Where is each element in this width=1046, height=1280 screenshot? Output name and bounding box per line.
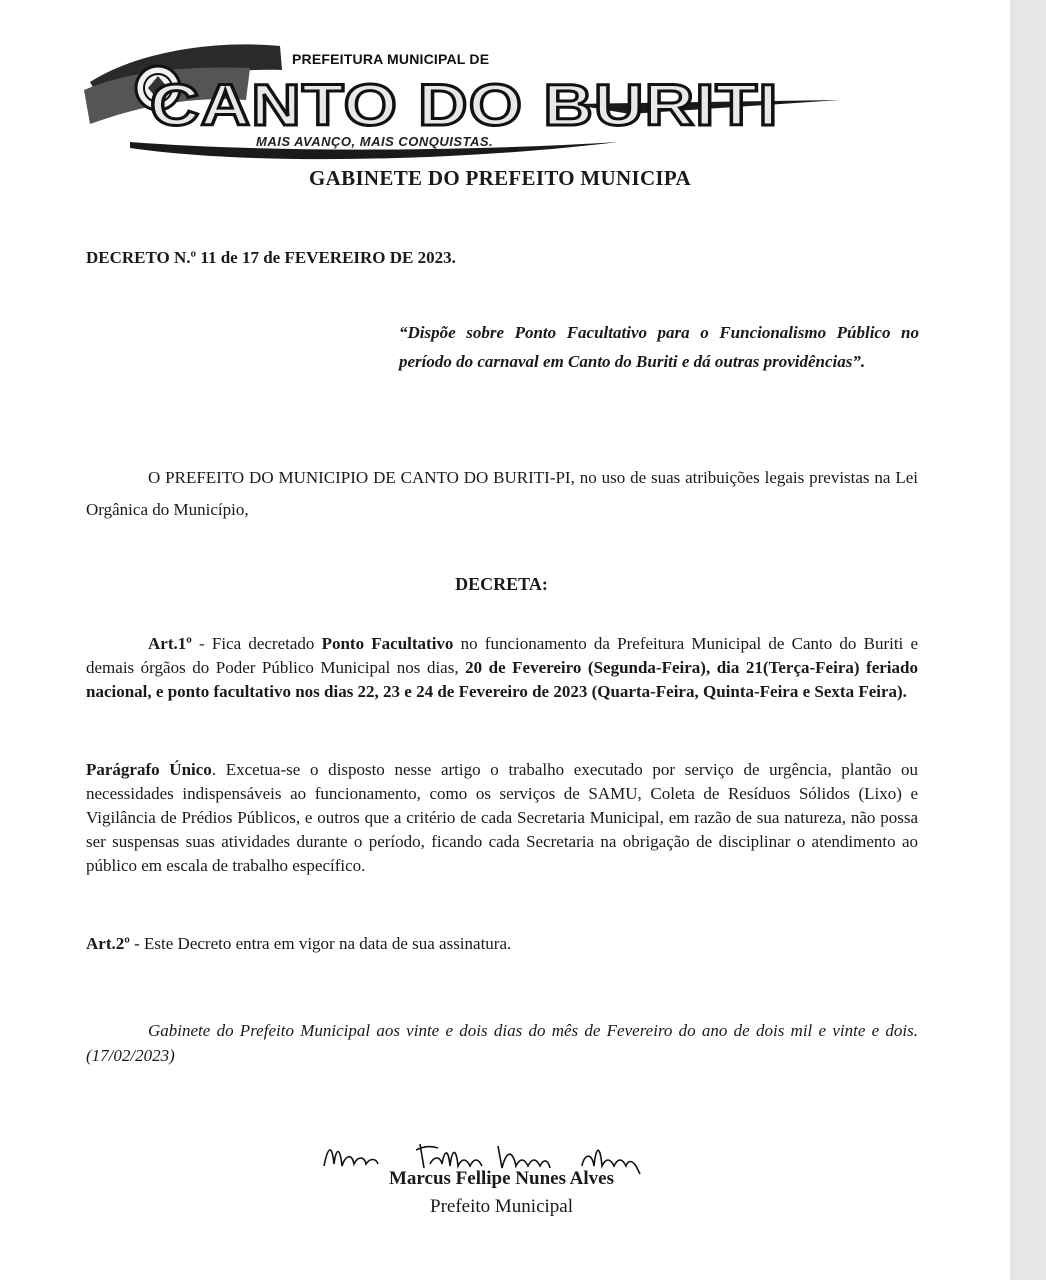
letterhead [70,30,850,170]
letterhead-prefix: PREFEITURA MUNICIPAL DE [292,51,490,67]
article-1 [86,632,918,704]
decree-summary: “Dispõe sobre Ponto Facultativo para o Funcionalismo Público no período do carnaval em Canto do Buriti e dá outras providências”. [399,323,919,371]
article-1-bold-b: 20 de Fevereiro (Segunda-Feira), dia 21(Terça-Feira) feriado nacional, e ponto facultativo nos dias 22, 23 e 24 de Fevereiro de 2023 (Quarta-Feira, Quinta-Feira e Sexta Feira). [86,658,918,701]
preamble: O PREFEITO DO MUNICIPIO DE CANTO DO BURITI-PI, no uso de suas atribuições legais previstas na Lei Orgânica do Município, [86,468,918,519]
article-1-bold-a: Ponto Facultativo [321,634,454,653]
article-1-text-a: - Fica decretado [191,634,322,653]
article-2 [86,932,918,956]
office-title: GABINETE DO PREFEITO MUNICIPA [309,166,691,190]
article-1-text-b: no funcionamento da Prefeitura Municipal de Canto do Buriti e demais órgãos do Poder Público Municipal nos dias, [86,634,919,677]
article-2-label: Art.2º [86,934,130,953]
page-edge [1010,0,1046,1280]
signer-name: Marcus Fellipe Nunes Alves [388,1168,614,1189]
letterhead-city-name: CANTO DO BURITI [150,73,779,138]
sole-paragraph [86,758,918,878]
sole-paragraph-label: Parágrafo Único [86,760,212,779]
article-2-text: - Este Decreto entra em vigor na data de sua assinatura. [129,934,512,953]
sole-paragraph-text: . Excetua-se o disposto nesse artigo o trabalho executado por serviço de urgência, plantão ou necessidades indispensáveis ao funcionamento, como os serviços de SAMU, Coleta de Resíduos Sólidos (Lixo) e Vigilância de Prédios Públicos, e outros que a critério de cada Secretaria Municipal, em razão de sua natureza, não possa ser suspensas suas atividades durante o período, ficando cada Secretaria na obrigação de disciplinar o atendimento ao público em escala de trabalho específico. [86,760,919,875]
closing-statement: Gabinete do Prefeito Municipal aos vinte e dois dias do mês de Fevereiro do ano de dois mil e vinte e dois. (17/02/2023) [86,1021,918,1065]
signer-role: Prefeito Municipal [430,1196,573,1217]
decreta-heading: DECRETA: [455,574,548,594]
decree-number: DECRETO N.º 11 de 17 de FEVEREIRO DE 2023. [86,248,456,267]
letterhead-slogan: MAIS AVANÇO, MAIS CONQUISTAS. [256,134,494,149]
article-1-label: Art.1º [148,634,192,653]
